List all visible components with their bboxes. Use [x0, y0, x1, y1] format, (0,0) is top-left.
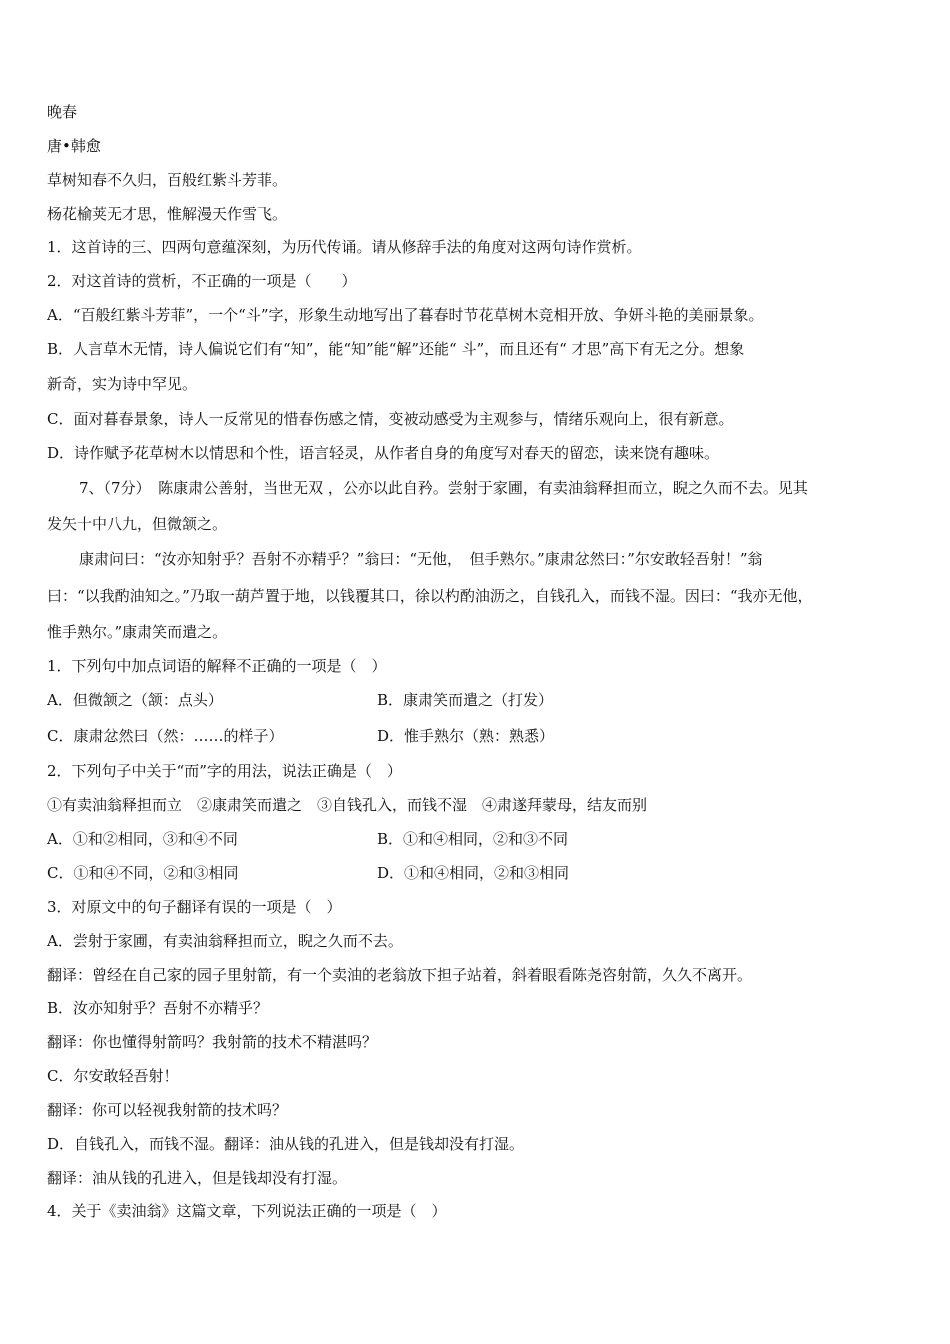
question-2: 2．下列句子中关于“而”字的用法，说法正确是（ ） [47, 762, 402, 780]
passage-para-1-cont: 发矢十中八九，但微颔之。 [47, 515, 228, 533]
question-1-option-b: B．康肃笑而遣之（打发） [377, 691, 554, 709]
question-2-option-b: B．①和④相同，②和③不同 [377, 830, 569, 848]
question-1-option-c: C．康肃忿然曰（然：……的样子） [47, 727, 284, 745]
question-4: 4．关于《卖油翁》这篇文章，下列说法正确的一项是（ ） [47, 1202, 447, 1220]
poem-option-d: D．诗作赋予花草树木以情思和个性，语言轻灵，从作者自身的角度写对春天的留恋，读来饶有趣味。 [47, 444, 720, 462]
question-3-option-a: A．尝射于家圃，有卖油翁释担而立，睨之久而不去。 [47, 932, 403, 950]
question-1: 1．下列句中加点词语的解释不正确的一项是（ ） [47, 657, 387, 675]
poem-line-1: 草树知春不久归，百般红紫斗芳菲。 [47, 171, 288, 189]
question-3-option-a-translation: 翻译：曾经在自己家的园子里射箭，有一个卖油的老翁放下担子站着，斜着眼看陈尧咨射箭，久久不离开。 [47, 966, 753, 984]
question-3-option-b-translation: 翻译：你也懂得射箭吗？我射箭的技术不精湛吗？ [47, 1033, 378, 1051]
question-3-option-d: D．自钱孔入，而钱不湿。翻译：油从钱的孔进入，但是钱却没有打湿。 [47, 1135, 525, 1153]
poem-option-b: B．人言草木无情，诗人偏说它们有“知”，能“知”能“解”还能“ 斗”，而且还有“ 才思”高下有无之分。想象 [47, 340, 745, 358]
poem-option-b-cont: 新奇，实为诗中罕见。 [47, 375, 198, 393]
passage-para-1: 7、（7分） 陈康肃公善射，当世无双 ，公亦以此自矜。尝射于家圃，有卖油翁释担而立，睨之久而不去。见其 [79, 479, 808, 497]
question-3-option-b: B．汝亦知射乎？吾射不亦精乎？ [47, 999, 269, 1017]
question-3-option-c-translation: 翻译：你可以轻视我射箭的技术吗？ [47, 1101, 288, 1119]
poem-line-2: 杨花榆荚无才思，惟解漫天作雪飞。 [47, 205, 288, 223]
question-2-option-c: C．①和④不同，②和③相同 [47, 864, 239, 882]
question-3-option-c: C．尔安敢轻吾射！ [47, 1067, 179, 1085]
question-2-option-d: D．①和④相同，②和③相同 [377, 864, 570, 882]
poem-option-c: C．面对暮春景象，诗人一反常见的惜春伤感之情，变被动感受为主观参与，情绪乐观向上，很有新意。 [47, 410, 734, 428]
poem-option-a: A．“百般红紫斗芳菲”，一个“斗”字，形象生动地写出了暮春时节花草树木竞相开放、争妍斗艳的美丽景象。 [47, 306, 764, 324]
question-3: 3．对原文中的句子翻译有误的一项是（ ） [47, 898, 342, 916]
passage-para-2: 康肃问曰：“汝亦知射乎？吾射不亦精乎？”翁曰：“无他， 但手熟尔。”康肃忿然曰：”尔安敢轻吾射！”翁 [79, 550, 763, 568]
poem-question-2: 2．对这首诗的赏析，不正确的一项是（ ） [47, 272, 357, 290]
poem-question-1: 1．这首诗的三、四两句意蕴深刻，为历代传诵。请从修辞手法的角度对这两句诗作赏析。 [47, 238, 642, 256]
question-3-option-d-translation: 翻译：油从钱的孔进入，但是钱却没有打湿。 [47, 1169, 348, 1187]
question-2-option-a: A．①和②相同，③和④不同 [47, 830, 238, 848]
passage-para-2-cont: 曰：“以我酌油知之。”乃取一葫芦置于地，以钱覆其口，徐以杓酌油沥之，自钱孔入，而钱不湿。因曰：“我亦无他， [47, 587, 813, 605]
question-1-option-d: D．惟手熟尔（熟：熟悉） [377, 727, 555, 745]
passage-para-2-end: 惟手熟尔。”康肃笑而遣之。 [47, 623, 228, 641]
poem-title: 晚春 [47, 103, 78, 121]
question-2-items: ①有卖油翁释担而立 ②康肃笑而遣之 ③自钱孔入，而钱不湿 ④肃遂拜蒙母，结友而别 [47, 796, 648, 814]
question-1-option-a: A．但微颔之（颔：点头） [47, 691, 223, 709]
poem-author: 唐•韩愈 [47, 137, 101, 155]
